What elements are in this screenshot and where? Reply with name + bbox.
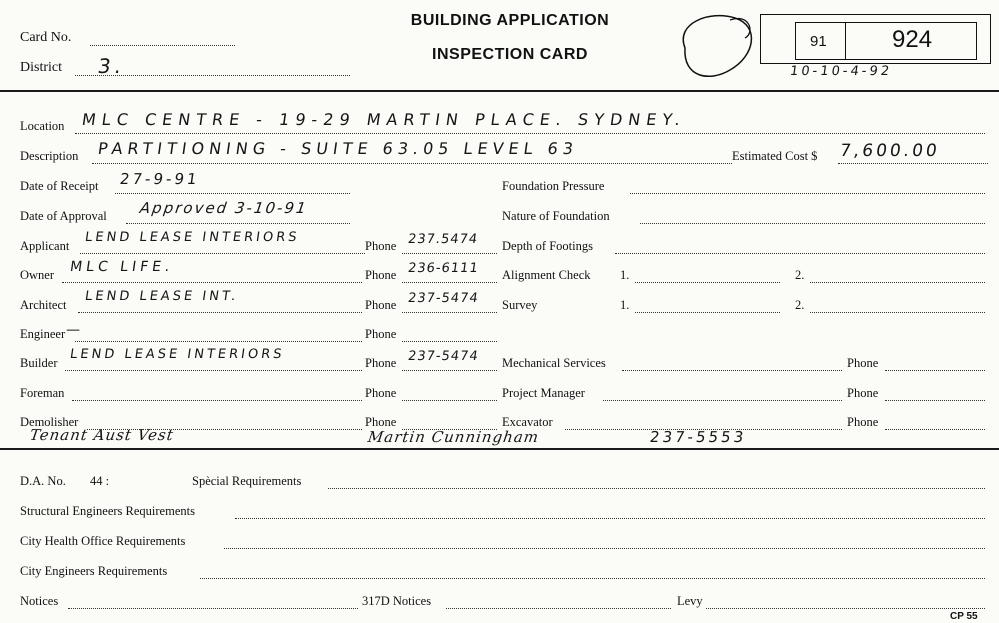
district-value: 3.	[96, 54, 127, 78]
engineer-line	[75, 341, 362, 342]
project-manager-phone-label: Phone	[847, 386, 879, 400]
foreman-label: Foreman	[20, 386, 65, 400]
levy-label: Levy	[677, 594, 703, 608]
contact-phone: 237-5553	[648, 428, 748, 446]
architect-phone-label: Phone	[365, 298, 397, 312]
foreman-phone-line	[402, 400, 497, 401]
district-label: District	[20, 60, 62, 75]
survey-num2: 2.	[795, 298, 805, 312]
engineer-value: —	[64, 322, 85, 338]
description-label: Description	[20, 149, 79, 163]
survey-line1	[635, 312, 780, 313]
architect-line	[78, 312, 362, 313]
architect-phone: 237-5474	[406, 291, 480, 306]
project-manager-label: Project Manager	[502, 386, 585, 400]
depth-footings-line	[615, 253, 985, 254]
alignment-label: Alignment Check	[502, 268, 591, 282]
notices317-label: 317D Notices	[362, 594, 432, 608]
date-approval-value: Approved 3-10-91	[138, 199, 309, 217]
location-line	[75, 133, 985, 134]
alignment-line1	[635, 282, 780, 283]
handwritten-oval-icon	[655, 8, 765, 88]
builder-label: Builder	[20, 356, 58, 370]
applicant-value: LEND LEASE INTERIORS	[83, 230, 301, 245]
date-receipt-line	[115, 193, 350, 194]
demolisher-label: Demolisher	[20, 415, 79, 429]
date-receipt-label: Date of Receipt	[20, 179, 99, 193]
city-eng-label: City Engineers Requirements	[20, 564, 168, 578]
survey-label: Survey	[502, 298, 538, 312]
project-manager-line	[603, 400, 842, 401]
applicant-phone-line	[402, 253, 497, 254]
da-label: D.A. No.	[20, 474, 66, 488]
applicant-label: Applicant	[20, 239, 70, 253]
mechanical-line	[622, 370, 842, 371]
tenant-note: Tenant Aust Vest	[28, 426, 176, 444]
foundation-pressure-line	[630, 193, 985, 194]
estimated-cost-value: 7,600.00	[838, 141, 942, 161]
mechanical-label: Mechanical Services	[502, 356, 606, 370]
builder-line	[65, 370, 362, 371]
applicant-line	[80, 253, 365, 254]
applicant-phone-label: Phone	[365, 239, 397, 253]
date-receipt-value: 27-9-91	[118, 170, 201, 188]
requirements-divider	[0, 448, 999, 450]
city-eng-line	[200, 578, 985, 579]
location-value: MLC CENTRE - 19-29 MARTIN PLACE. SYDNEY.	[80, 110, 688, 129]
builder-phone: 237-5474	[406, 349, 480, 364]
description-line	[92, 163, 732, 164]
header-divider	[0, 90, 999, 92]
owner-phone: 236-6111	[406, 261, 480, 276]
foundation-pressure-label: Foundation Pressure	[502, 179, 605, 193]
owner-label: Owner	[20, 268, 55, 282]
nature-foundation-label: Nature of Foundation	[502, 209, 610, 223]
code-left: 91	[810, 33, 827, 50]
title-line2: INSPECTION CARD	[432, 46, 588, 63]
owner-value: MLC LIFE.	[68, 259, 175, 275]
architect-phone-line	[402, 312, 497, 313]
title-line1: BUILDING APPLICATION	[410, 12, 610, 29]
builder-phone-line	[402, 370, 497, 371]
owner-line	[62, 282, 362, 283]
da-value: 44 :	[90, 474, 110, 488]
builder-phone-label: Phone	[365, 356, 397, 370]
alignment-line2	[810, 282, 985, 283]
notices317-line	[446, 608, 671, 609]
notices-label: Notices	[20, 594, 59, 608]
date-approval-label: Date of Approval	[20, 209, 107, 223]
engineer-phone-line	[402, 341, 497, 342]
engineer-phone-label: Phone	[365, 327, 397, 341]
architect-label: Architect	[20, 298, 67, 312]
excavator-phone-line	[885, 429, 985, 430]
health-label: City Health Office Requirements	[20, 534, 186, 548]
special-line	[328, 488, 985, 489]
foreman-phone-label: Phone	[365, 386, 397, 400]
structural-line	[235, 518, 985, 519]
stamp-date: 10-10-4-92	[788, 64, 894, 79]
owner-phone-line	[402, 282, 497, 283]
foreman-line	[72, 400, 362, 401]
contact-note: Martin Cunningham	[366, 428, 541, 446]
form-code: CP 55	[950, 611, 978, 622]
notices-line	[68, 608, 358, 609]
excavator-phone-label: Phone	[847, 415, 879, 429]
depth-footings-label: Depth of Footings	[502, 239, 593, 253]
location-label: Location	[20, 119, 65, 133]
structural-label: Structural Engineers Requirements	[20, 504, 195, 518]
excavator-label: Excavator	[502, 415, 553, 429]
code-right: 924	[892, 26, 933, 53]
description-value: PARTITIONING - SUITE 63.05 LEVEL 63	[96, 139, 580, 158]
date-approval-line	[126, 223, 350, 224]
alignment-num2: 2.	[795, 268, 805, 282]
mechanical-phone-label: Phone	[847, 356, 879, 370]
levy-line	[706, 608, 985, 609]
estimated-cost-label: Estimated Cost $	[732, 149, 818, 163]
special-label: Spècial Requirements	[192, 474, 302, 488]
owner-phone-label: Phone	[365, 268, 397, 282]
card-no-label: Card No.	[20, 30, 72, 45]
builder-value: LEND LEASE INTERIORS	[68, 347, 286, 362]
survey-line2	[810, 312, 985, 313]
applicant-phone: 237.5474	[406, 232, 480, 247]
nature-foundation-line	[640, 223, 985, 224]
architect-value: LEND LEASE INT.	[83, 289, 240, 304]
estimated-cost-line	[838, 163, 988, 164]
engineer-label: Engineer	[20, 327, 66, 341]
survey-num1: 1.	[620, 298, 630, 312]
alignment-num1: 1.	[620, 268, 630, 282]
demolisher-phone-label: Phone	[365, 415, 397, 429]
card-no-line	[90, 45, 235, 46]
health-line	[224, 548, 985, 549]
project-manager-phone-line	[885, 400, 985, 401]
mechanical-phone-line	[885, 370, 985, 371]
